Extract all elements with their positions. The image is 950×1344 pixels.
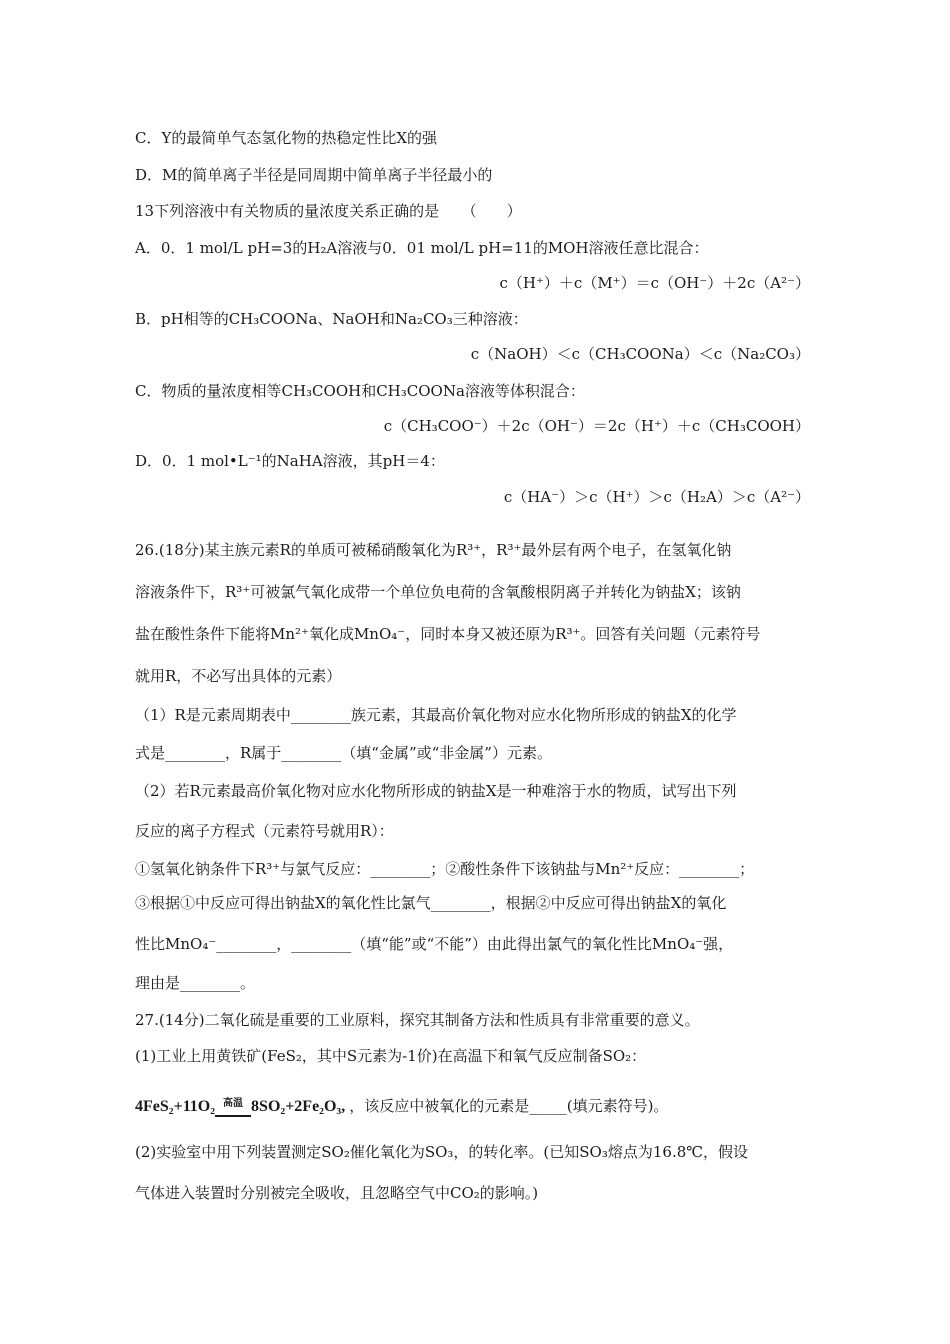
question-26-part1-2: 式是________，R属于________（填“金属”或“非金属”）元素。: [135, 744, 552, 762]
reaction-condition-arrow: [215, 1098, 251, 1117]
question-26-part2-item3-2: 性比MnO₄⁻________，________（填“能”或“不能”）由此得出氯气的氧化性比MnO₄⁻强，: [135, 935, 734, 953]
question-26-part2-item3: ③根据①中反应可得出钠盐X的氧化性比氯气________，根据②中反应可得出钠盐X的氧化: [135, 894, 727, 912]
question-13-stem: 13下列溶液中有关物质的量浓度关系正确的是 （ ）: [135, 202, 522, 220]
reaction-equation: [135, 1098, 349, 1115]
question-26-part2-2: 反应的离子方程式（元素符号就用R）：: [135, 822, 394, 840]
option-a-relation: c（H⁺）＋c（M⁺）＝c（OH⁻）＋2c（A²⁻）: [499, 274, 810, 292]
option-d-q12: D．M的简单离子半径是同周期中简单离子半径最小的: [135, 166, 493, 184]
option-c-relation: c（CH₃COO⁻）＋2c（OH⁻）＝2c（H⁺）＋c（CH₃COOH）: [383, 417, 810, 435]
option-d-relation: c（HA⁻）＞c（H⁺）＞c（H₂A）＞c（A²⁻）: [503, 488, 810, 506]
option-c-q12: C．Y的最简单气态氢化物的热稳定性比X的强: [135, 129, 438, 147]
question-26-part2-item3-3: 理由是________。: [135, 974, 256, 992]
question-26-part2-items: ①氢氧化钠条件下R³⁺与氯气反应：________；②酸性条件下该钠盐与Mn²⁺反应：________；: [135, 860, 755, 878]
question-26-stem-3: 盐在酸性条件下能将Mn²⁺氧化成MnO₄⁻，同时本身又被还原为R³⁺。回答有关问题（元素符号: [135, 625, 761, 643]
option-c-q13: C．物质的量浓度相等CH₃COOH和CH₃COONa溶液等体积混合：: [135, 382, 585, 400]
option-b-relation: c（NaOH）＜c（CH₃COONa）＜c（Na₂CO₃）: [470, 345, 810, 363]
option-a-q13: A．0．1 mol/L pH=3的H₂A溶液与0．01 mol/L pH=11的MOH溶液任意比混合：: [135, 239, 709, 257]
question-27-part2-2: 气体进入装置时分别被完全吸收，且忽略空气中CO₂的影响。): [135, 1184, 539, 1202]
question-26-stem-2: 溶液条件下，R³⁺可被氯气氧化成带一个单位负电荷的含氧酸根阴离子并转化为钠盐X；该钠: [135, 583, 741, 601]
reaction-condition: 高温: [223, 1098, 244, 1109]
question-27-equation-line: [135, 1096, 668, 1117]
question-27-part1-question: ，该反应中被氧化的元素是_____(填元素符号)。: [349, 1097, 669, 1115]
question-27-part2: (2)实验室中用下列装置测定SO₂催化氧化为SO₃，的转化率。(已知SO₃熔点为16.8℃，假设: [135, 1143, 749, 1161]
option-b-q13: B．pH相等的CH₃COONa、NaOH和Na₂CO₃三种溶液：: [135, 310, 528, 328]
question-27-part1: (1)工业上用黄铁矿(FeS₂，其中S元素为-1价)在高温下和氧气反应制备SO₂：: [135, 1047, 647, 1065]
question-27-stem: 27.(14分)二氧化硫是重要的工业原料，探究其制备方法和性质具有非常重要的意义。: [135, 1011, 700, 1029]
question-26-stem-4: 就用R，不必写出具体的元素）: [135, 667, 342, 685]
option-d-q13: D．0．1 mol•L⁻¹的NaHA溶液，其pH＝4：: [135, 452, 445, 470]
question-26-part1: （1）R是元素周期表中________族元素，其最高价氧化物对应水化物所形成的钠盐X的化学: [135, 706, 737, 724]
question-26-stem: 26.(18分)某主族元素R的单质可被稀硝酸氧化为R³⁺，R³⁺最外层有两个电子，在氢氧化钠: [135, 541, 732, 559]
equation-products: 8SO₂+2Fe₂O₃,: [251, 1098, 346, 1115]
question-26-part2: （2）若R元素最高价氧化物对应水化物所形成的钠盐X是一种难溶于水的物质，试写出下列: [135, 782, 737, 800]
equation-reactants: 4FeS₂+11O₂: [135, 1098, 216, 1115]
